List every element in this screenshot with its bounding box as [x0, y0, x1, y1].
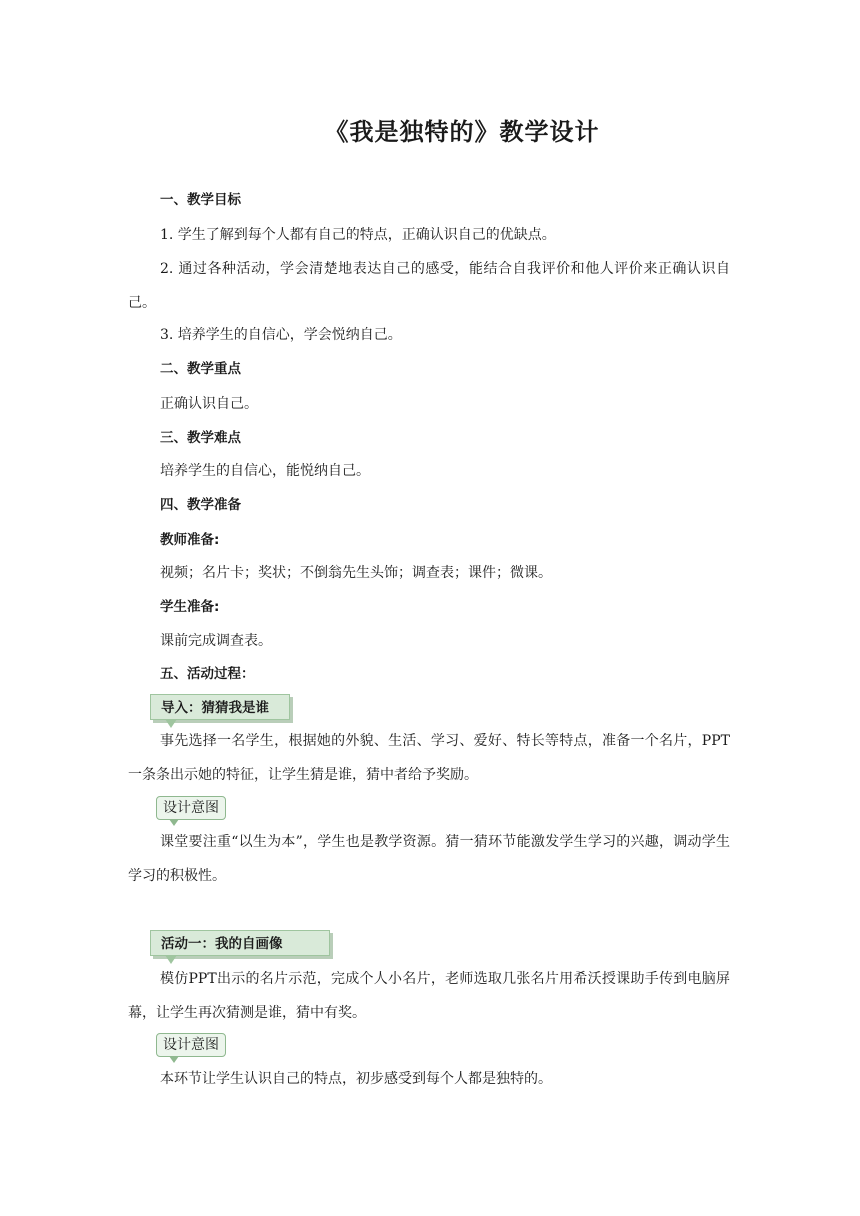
- student-prep-text: 课前完成调查表。: [160, 633, 272, 649]
- goal-item-3: 3. 培养学生的自信心，学会悦纳自己。: [160, 327, 402, 343]
- intro-tag: 导入：猜猜我是谁: [150, 694, 290, 720]
- teacher-prep-label: 教师准备:: [160, 532, 220, 548]
- goal-item-2: 2. 通过各种活动，学会清楚地表达自己的感受，能结合自我评价和他人评价来正确认识自己。: [128, 261, 730, 311]
- goal-item-1: 1. 学生了解到每个人都有自己的特点，正确认识自己的优缺点。: [160, 227, 556, 243]
- activity1-design-intent-label: 设计意图: [156, 1033, 226, 1057]
- difficulties-text: 培养学生的自信心，能悦纳自己。: [160, 463, 370, 479]
- teacher-prep-text: 视频；名片卡；奖状；不倒翁先生头饰；调查表；课件；微课。: [160, 565, 552, 581]
- activity1-tag: 活动一：我的自画像: [150, 930, 330, 956]
- intro-design-intent-text: 课堂要注重“以生为本”，学生也是教学资源。猜一猜环节能激发学生学习的兴趣，调动学生学习的积极性。: [128, 834, 730, 884]
- activity1-design-intent-text: 本环节让学生认识自己的特点，初步感受到每个人都是独特的。: [160, 1071, 552, 1087]
- section-heading-key-points: 二、教学重点: [160, 361, 241, 377]
- document-title: 《我是独特的》教学设计: [324, 117, 600, 146]
- section-heading-goals: 一、教学目标: [160, 192, 241, 208]
- student-prep-label: 学生准备:: [160, 599, 220, 615]
- intro-text: 事先选择一名学生，根据她的外貌、生活、学习、爱好、特长等特点，准备一个名片，PPT一条条出示她的特征，让学生猜是谁，猜中者给予奖励。: [128, 733, 730, 783]
- section-heading-preparation: 四、教学准备: [160, 497, 241, 513]
- intro-design-intent-label: 设计意图: [156, 796, 226, 820]
- section-heading-difficulties: 三、教学难点: [160, 430, 241, 446]
- section-heading-process: 五、活动过程：: [160, 666, 255, 682]
- key-points-text: 正确认识自己。: [160, 396, 258, 412]
- activity1-text: 模仿PPT出示的名片示范，完成个人小名片，老师选取几张名片用希沃授课助手传到电脑屏幕，让学生再次猜测是谁，猜中有奖。: [128, 971, 730, 1021]
